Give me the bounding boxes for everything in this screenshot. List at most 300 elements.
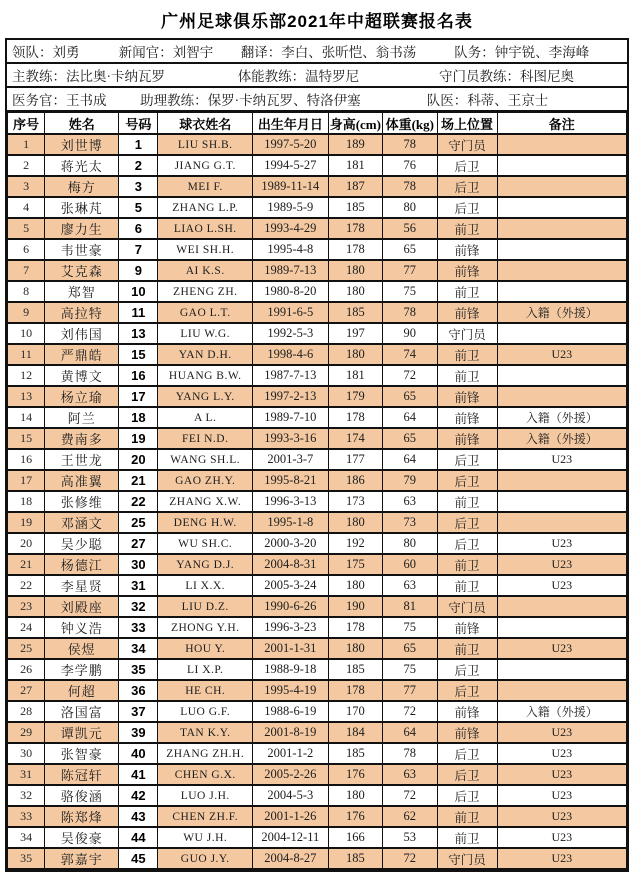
cell-jersey-name: LIU D.Z. xyxy=(158,596,253,617)
table-row xyxy=(8,449,627,470)
cell-number: 20 xyxy=(119,449,158,470)
cell-index: 16 xyxy=(8,449,45,470)
cell-position: 后卫 xyxy=(437,533,497,554)
cell-number: 45 xyxy=(119,848,158,869)
cell-jersey-name: YANG D.J. xyxy=(158,554,253,575)
cell-weight: 73 xyxy=(383,512,437,533)
cell-remark: U23 xyxy=(497,575,626,596)
cell-birthdate: 2004-8-31 xyxy=(253,554,329,575)
cell-jersey-name: DENG H.W. xyxy=(158,512,253,533)
cell-number: 11 xyxy=(119,302,158,323)
table-row xyxy=(8,533,627,554)
cell-position: 守门员 xyxy=(437,323,497,344)
cell-name: 何超 xyxy=(45,680,119,701)
cell-name: 艾克森 xyxy=(45,260,119,281)
cell-weight: 78 xyxy=(383,176,437,197)
cell-index: 13 xyxy=(8,386,45,407)
cell-number: 19 xyxy=(119,428,158,449)
cell-height: 190 xyxy=(328,596,382,617)
cell-position: 前卫 xyxy=(437,806,497,827)
column-header: 序号 xyxy=(8,113,45,135)
cell-index: 3 xyxy=(8,176,45,197)
cell-index: 23 xyxy=(8,596,45,617)
cell-remark xyxy=(497,512,626,533)
table-row xyxy=(8,743,627,764)
cell-position: 前卫 xyxy=(437,491,497,512)
cell-index: 1 xyxy=(8,134,45,155)
cell-index: 33 xyxy=(8,806,45,827)
roster-sheet xyxy=(5,38,629,872)
cell-position: 后卫 xyxy=(437,785,497,806)
cell-weight: 65 xyxy=(383,239,437,260)
cell-height: 185 xyxy=(328,197,382,218)
cell-index: 2 xyxy=(8,155,45,176)
staff-item: 守门员教练：科图尼奥 xyxy=(438,69,574,84)
cell-height: 180 xyxy=(328,575,382,596)
cell-name: 张琳芃 xyxy=(45,197,119,218)
cell-weight: 80 xyxy=(383,197,437,218)
cell-name: 钟义浩 xyxy=(45,617,119,638)
cell-position: 前卫 xyxy=(437,638,497,659)
cell-weight: 74 xyxy=(383,344,437,365)
cell-name: 陈冠轩 xyxy=(45,764,119,785)
cell-name: 郑智 xyxy=(45,281,119,302)
cell-number: 40 xyxy=(119,743,158,764)
cell-name: 骆俊涵 xyxy=(45,785,119,806)
cell-remark: U23 xyxy=(497,449,626,470)
cell-position: 前锋 xyxy=(437,260,497,281)
header-row xyxy=(8,113,627,135)
staff-row xyxy=(7,64,627,88)
cell-number: 36 xyxy=(119,680,158,701)
cell-number: 10 xyxy=(119,281,158,302)
cell-name: 高拉特 xyxy=(45,302,119,323)
cell-jersey-name: GAO L.T. xyxy=(158,302,253,323)
cell-birthdate: 1989-7-10 xyxy=(253,407,329,428)
cell-name: 黄博文 xyxy=(45,365,119,386)
cell-name: 高准翼 xyxy=(45,470,119,491)
cell-jersey-name: WANG SH.L. xyxy=(158,449,253,470)
cell-birthdate: 1991-6-5 xyxy=(253,302,329,323)
cell-number: 1 xyxy=(119,134,158,155)
cell-index: 19 xyxy=(8,512,45,533)
cell-index: 21 xyxy=(8,554,45,575)
cell-name: 刘伟国 xyxy=(45,323,119,344)
cell-index: 5 xyxy=(8,218,45,239)
cell-height: 184 xyxy=(328,722,382,743)
cell-weight: 63 xyxy=(383,575,437,596)
table-row xyxy=(8,512,627,533)
cell-name: 陈郑烽 xyxy=(45,806,119,827)
roster-table-body xyxy=(8,134,627,869)
cell-index: 28 xyxy=(8,701,45,722)
table-row xyxy=(8,281,627,302)
table-row xyxy=(8,554,627,575)
column-header: 身高(cm) xyxy=(328,113,382,135)
table-row xyxy=(8,596,627,617)
cell-birthdate: 2001-3-7 xyxy=(253,449,329,470)
cell-number: 18 xyxy=(119,407,158,428)
cell-weight: 78 xyxy=(383,302,437,323)
cell-name: 张智豪 xyxy=(45,743,119,764)
cell-number: 15 xyxy=(119,344,158,365)
cell-jersey-name: ZHENG ZH. xyxy=(158,281,253,302)
cell-remark: U23 xyxy=(497,827,626,848)
cell-number: 39 xyxy=(119,722,158,743)
cell-height: 180 xyxy=(328,344,382,365)
cell-height: 179 xyxy=(328,386,382,407)
cell-position: 后卫 xyxy=(437,155,497,176)
cell-birthdate: 2004-5-3 xyxy=(253,785,329,806)
cell-jersey-name: A L. xyxy=(158,407,253,428)
cell-birthdate: 2004-8-27 xyxy=(253,848,329,869)
table-row xyxy=(8,701,627,722)
cell-weight: 72 xyxy=(383,365,437,386)
cell-weight: 75 xyxy=(383,617,437,638)
table-row xyxy=(8,386,627,407)
staff-item: 翻译：李白、张昕恺、翁书荡 xyxy=(240,45,417,60)
cell-position: 前锋 xyxy=(437,302,497,323)
cell-weight: 77 xyxy=(383,680,437,701)
cell-position: 前卫 xyxy=(437,827,497,848)
cell-birthdate: 1997-2-13 xyxy=(253,386,329,407)
cell-position: 前卫 xyxy=(437,218,497,239)
cell-birthdate: 1995-4-19 xyxy=(253,680,329,701)
cell-number: 13 xyxy=(119,323,158,344)
cell-jersey-name: LI X.X. xyxy=(158,575,253,596)
cell-remark xyxy=(497,491,626,512)
cell-remark: 入籍（外援） xyxy=(497,407,626,428)
cell-remark: U23 xyxy=(497,743,626,764)
cell-remark xyxy=(497,617,626,638)
cell-jersey-name: WEI SH.H. xyxy=(158,239,253,260)
cell-name: 李星贤 xyxy=(45,575,119,596)
cell-weight: 65 xyxy=(383,638,437,659)
column-header: 出生年月日 xyxy=(253,113,329,135)
cell-weight: 60 xyxy=(383,554,437,575)
cell-height: 181 xyxy=(328,365,382,386)
cell-remark xyxy=(497,596,626,617)
staff-row xyxy=(7,88,627,112)
cell-name: 洛国富 xyxy=(45,701,119,722)
cell-height: 197 xyxy=(328,323,382,344)
cell-birthdate: 2000-3-20 xyxy=(253,533,329,554)
cell-weight: 65 xyxy=(383,386,437,407)
cell-position: 后卫 xyxy=(437,197,497,218)
cell-number: 41 xyxy=(119,764,158,785)
cell-remark xyxy=(497,659,626,680)
cell-weight: 63 xyxy=(383,491,437,512)
staff-item: 领队：刘勇 xyxy=(12,45,80,60)
cell-jersey-name: LIU SH.B. xyxy=(158,134,253,155)
cell-number: 31 xyxy=(119,575,158,596)
cell-height: 181 xyxy=(328,155,382,176)
cell-name: 杨德江 xyxy=(45,554,119,575)
cell-remark: U23 xyxy=(497,722,626,743)
cell-weight: 76 xyxy=(383,155,437,176)
cell-birthdate: 1995-1-8 xyxy=(253,512,329,533)
cell-height: 178 xyxy=(328,239,382,260)
cell-index: 10 xyxy=(8,323,45,344)
cell-position: 前卫 xyxy=(437,365,497,386)
cell-number: 5 xyxy=(119,197,158,218)
cell-jersey-name: TAN K.Y. xyxy=(158,722,253,743)
cell-remark xyxy=(497,281,626,302)
cell-position: 后卫 xyxy=(437,449,497,470)
cell-jersey-name: HUANG B.W. xyxy=(158,365,253,386)
cell-height: 185 xyxy=(328,743,382,764)
roster-table-header xyxy=(8,113,627,135)
staff-item: 体能教练：温特罗尼 xyxy=(237,69,360,84)
cell-position: 前卫 xyxy=(437,575,497,596)
cell-jersey-name: ZHANG L.P. xyxy=(158,197,253,218)
cell-number: 9 xyxy=(119,260,158,281)
cell-jersey-name: LUO J.H. xyxy=(158,785,253,806)
cell-name: 阿兰 xyxy=(45,407,119,428)
table-row xyxy=(8,134,627,155)
cell-index: 25 xyxy=(8,638,45,659)
cell-number: 21 xyxy=(119,470,158,491)
staff-item: 队医：科蒂、王京士 xyxy=(426,93,549,108)
cell-number: 3 xyxy=(119,176,158,197)
table-row xyxy=(8,407,627,428)
table-row xyxy=(8,302,627,323)
cell-remark xyxy=(497,155,626,176)
cell-weight: 53 xyxy=(383,827,437,848)
cell-height: 178 xyxy=(328,680,382,701)
table-row xyxy=(8,722,627,743)
staff-row xyxy=(7,40,627,64)
cell-jersey-name: YAN D.H. xyxy=(158,344,253,365)
cell-name: 谭凯元 xyxy=(45,722,119,743)
cell-jersey-name: FEI N.D. xyxy=(158,428,253,449)
cell-name: 费南多 xyxy=(45,428,119,449)
cell-position: 前锋 xyxy=(437,722,497,743)
cell-jersey-name: JIANG G.T. xyxy=(158,155,253,176)
cell-birthdate: 1997-5-20 xyxy=(253,134,329,155)
cell-number: 25 xyxy=(119,512,158,533)
cell-position: 前锋 xyxy=(437,407,497,428)
cell-position: 前卫 xyxy=(437,281,497,302)
cell-birthdate: 1998-4-6 xyxy=(253,344,329,365)
cell-position: 后卫 xyxy=(437,743,497,764)
cell-height: 180 xyxy=(328,638,382,659)
cell-name: 吴少聪 xyxy=(45,533,119,554)
cell-jersey-name: HE CH. xyxy=(158,680,253,701)
table-row xyxy=(8,176,627,197)
table-row xyxy=(8,764,627,785)
cell-index: 27 xyxy=(8,680,45,701)
cell-name: 张修维 xyxy=(45,491,119,512)
table-row xyxy=(8,260,627,281)
cell-name: 王世龙 xyxy=(45,449,119,470)
cell-height: 166 xyxy=(328,827,382,848)
column-header: 体重(kg) xyxy=(383,113,437,135)
cell-weight: 72 xyxy=(383,701,437,722)
cell-jersey-name: LI X.P. xyxy=(158,659,253,680)
cell-weight: 78 xyxy=(383,134,437,155)
table-row xyxy=(8,617,627,638)
cell-weight: 63 xyxy=(383,764,437,785)
cell-remark xyxy=(497,239,626,260)
cell-jersey-name: GUO J.Y. xyxy=(158,848,253,869)
cell-remark xyxy=(497,197,626,218)
cell-height: 178 xyxy=(328,407,382,428)
table-row xyxy=(8,365,627,386)
cell-number: 17 xyxy=(119,386,158,407)
column-header: 姓名 xyxy=(45,113,119,135)
cell-remark: 入籍（外援） xyxy=(497,302,626,323)
table-row xyxy=(8,575,627,596)
cell-remark xyxy=(497,470,626,491)
cell-weight: 75 xyxy=(383,281,437,302)
cell-index: 8 xyxy=(8,281,45,302)
cell-remark: U23 xyxy=(497,764,626,785)
cell-birthdate: 1995-8-21 xyxy=(253,470,329,491)
cell-birthdate: 1995-4-8 xyxy=(253,239,329,260)
cell-height: 185 xyxy=(328,302,382,323)
cell-number: 43 xyxy=(119,806,158,827)
cell-birthdate: 1996-3-23 xyxy=(253,617,329,638)
cell-weight: 78 xyxy=(383,743,437,764)
cell-name: 杨立瑜 xyxy=(45,386,119,407)
table-row xyxy=(8,323,627,344)
cell-remark: U23 xyxy=(497,785,626,806)
cell-jersey-name: MEI F. xyxy=(158,176,253,197)
cell-number: 35 xyxy=(119,659,158,680)
cell-number: 44 xyxy=(119,827,158,848)
cell-height: 177 xyxy=(328,449,382,470)
cell-name: 严鼎皓 xyxy=(45,344,119,365)
staff-info-block xyxy=(7,40,627,112)
cell-position: 前卫 xyxy=(437,554,497,575)
cell-jersey-name: CHEN ZH.F. xyxy=(158,806,253,827)
table-row xyxy=(8,470,627,491)
cell-name: 廖力生 xyxy=(45,218,119,239)
table-row xyxy=(8,218,627,239)
cell-height: 192 xyxy=(328,533,382,554)
cell-jersey-name: HOU Y. xyxy=(158,638,253,659)
cell-index: 9 xyxy=(8,302,45,323)
table-row xyxy=(8,659,627,680)
cell-number: 22 xyxy=(119,491,158,512)
cell-birthdate: 1993-3-16 xyxy=(253,428,329,449)
cell-name: 蒋光太 xyxy=(45,155,119,176)
cell-jersey-name: ZHONG Y.H. xyxy=(158,617,253,638)
table-row xyxy=(8,155,627,176)
table-row xyxy=(8,344,627,365)
cell-height: 185 xyxy=(328,848,382,869)
cell-height: 174 xyxy=(328,428,382,449)
cell-height: 186 xyxy=(328,470,382,491)
cell-birthdate: 1993-4-29 xyxy=(253,218,329,239)
cell-jersey-name: WU J.H. xyxy=(158,827,253,848)
cell-index: 15 xyxy=(8,428,45,449)
cell-position: 后卫 xyxy=(437,764,497,785)
table-row xyxy=(8,428,627,449)
cell-number: 7 xyxy=(119,239,158,260)
cell-birthdate: 2005-3-24 xyxy=(253,575,329,596)
cell-name: 梅方 xyxy=(45,176,119,197)
cell-weight: 77 xyxy=(383,260,437,281)
cell-index: 24 xyxy=(8,617,45,638)
cell-position: 守门员 xyxy=(437,848,497,869)
cell-position: 后卫 xyxy=(437,680,497,701)
cell-height: 185 xyxy=(328,659,382,680)
cell-name: 郭嘉宇 xyxy=(45,848,119,869)
cell-birthdate: 1980-8-20 xyxy=(253,281,329,302)
cell-position: 后卫 xyxy=(437,512,497,533)
cell-birthdate: 1990-6-26 xyxy=(253,596,329,617)
cell-name: 李学鹏 xyxy=(45,659,119,680)
cell-birthdate: 1992-5-3 xyxy=(253,323,329,344)
cell-weight: 81 xyxy=(383,596,437,617)
cell-position: 前卫 xyxy=(437,344,497,365)
registration-form-page xyxy=(0,7,634,872)
cell-jersey-name: LIU W.G. xyxy=(158,323,253,344)
cell-index: 11 xyxy=(8,344,45,365)
table-row xyxy=(8,785,627,806)
cell-jersey-name: LIAO L.SH. xyxy=(158,218,253,239)
cell-weight: 56 xyxy=(383,218,437,239)
cell-name: 刘殿座 xyxy=(45,596,119,617)
table-row xyxy=(8,827,627,848)
cell-birthdate: 2001-1-26 xyxy=(253,806,329,827)
cell-remark xyxy=(497,134,626,155)
staff-item: 队务：钟宇锐、李海峰 xyxy=(454,45,590,60)
cell-index: 18 xyxy=(8,491,45,512)
cell-remark xyxy=(497,176,626,197)
cell-birthdate: 2005-2-26 xyxy=(253,764,329,785)
table-row xyxy=(8,848,627,869)
cell-birthdate: 1988-6-19 xyxy=(253,701,329,722)
cell-jersey-name: AI K.S. xyxy=(158,260,253,281)
cell-birthdate: 2001-1-31 xyxy=(253,638,329,659)
cell-weight: 64 xyxy=(383,722,437,743)
cell-number: 37 xyxy=(119,701,158,722)
cell-weight: 75 xyxy=(383,659,437,680)
cell-number: 42 xyxy=(119,785,158,806)
cell-height: 178 xyxy=(328,218,382,239)
cell-number: 30 xyxy=(119,554,158,575)
cell-remark: U23 xyxy=(497,554,626,575)
cell-position: 前锋 xyxy=(437,386,497,407)
cell-birthdate: 1989-5-9 xyxy=(253,197,329,218)
column-header: 备注 xyxy=(497,113,626,135)
cell-position: 前锋 xyxy=(437,239,497,260)
cell-name: 侯煜 xyxy=(45,638,119,659)
cell-remark xyxy=(497,260,626,281)
cell-remark: U23 xyxy=(497,806,626,827)
cell-height: 187 xyxy=(328,176,382,197)
cell-jersey-name: LUO G.F. xyxy=(158,701,253,722)
cell-number: 32 xyxy=(119,596,158,617)
cell-remark xyxy=(497,365,626,386)
cell-number: 27 xyxy=(119,533,158,554)
cell-birthdate: 2001-1-2 xyxy=(253,743,329,764)
cell-height: 189 xyxy=(328,134,382,155)
cell-index: 14 xyxy=(8,407,45,428)
cell-remark xyxy=(497,323,626,344)
cell-jersey-name: GAO ZH.Y. xyxy=(158,470,253,491)
cell-index: 7 xyxy=(8,260,45,281)
cell-number: 34 xyxy=(119,638,158,659)
cell-remark: U23 xyxy=(497,344,626,365)
cell-index: 12 xyxy=(8,365,45,386)
cell-remark: 入籍（外援） xyxy=(497,428,626,449)
cell-weight: 80 xyxy=(383,533,437,554)
table-row xyxy=(8,239,627,260)
